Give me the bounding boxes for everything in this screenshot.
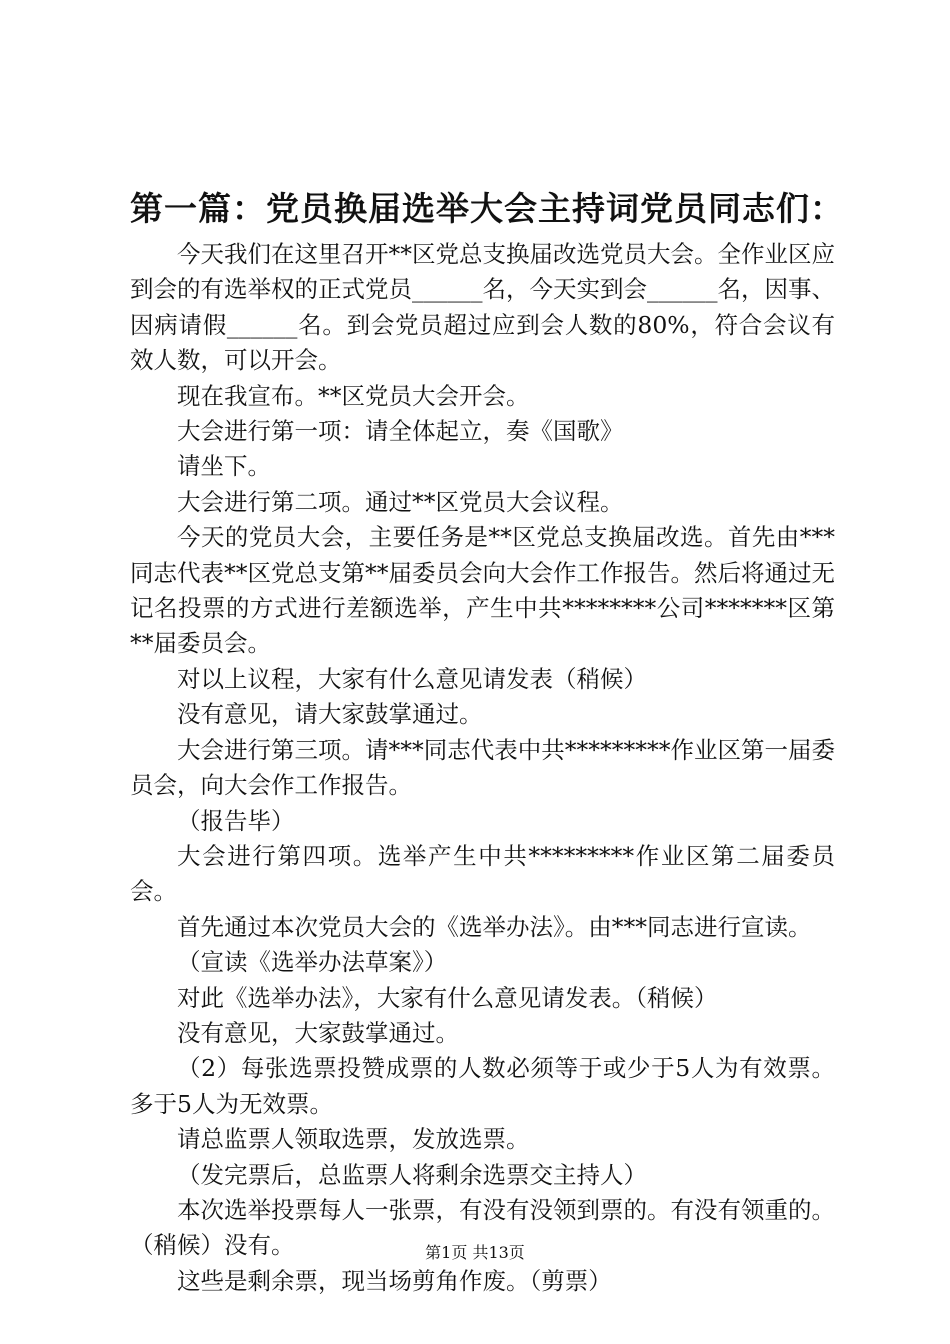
document-title: 第一篇：党员换届选举大会主持词党员同志们： [130,189,844,228]
paragraph: 今天的党员大会，主要任务是**区党总支换届改选。首先由***同志代表**区党总支第**届委员会向大会作工作报告。然后将通过无记名投票的方式进行差额选举，产生中共********公司*******区第**届委员会。 [130,523,835,658]
paragraph: 现在我宣布。**区党员大会开会。 [177,381,530,410]
paragraph: 今天我们在这里召开**区党总支换届改选党员大会。全作业区应到会的有选举权的正式党员______名，今天实到会______名，因事、因病请假______名。到会党员超过应到会人数的80%，符合会议有效人数，可以开会。 [130,240,835,375]
paragraph: 大会进行第一项：请全体起立，奏《国歌》 [177,417,624,446]
paragraph: 首先通过本次党员大会的《选举办法》。由***同志进行宣读。 [177,912,812,941]
paragraph: 请总监票人领取选票，发放选票。 [177,1125,530,1154]
paragraph: 这些是剩余票，现当场剪角作废。（剪票） [177,1266,612,1295]
paragraph: （2）每张选票投赞成票的人数必须等于或少于5人为有效票。多于5人为无效票。 [130,1054,835,1118]
paragraph: （宣读《选举办法草案》） [177,948,448,977]
paragraph: 大会进行第二项。通过**区党员大会议程。 [177,487,624,516]
page-number: 第1页 共13页 [425,1243,525,1262]
page-footer [0,1243,950,1263]
paragraph: 请坐下。 [177,452,271,481]
document-body [130,237,835,1299]
paragraph: 对以上议程，大家有什么意见请发表（稍候） [177,664,647,693]
paragraph: 没有意见，请大家鼓掌通过。 [177,700,483,729]
paragraph: 没有意见，大家鼓掌通过。 [177,1018,459,1047]
paragraph: 大会进行第三项。请***同志代表中共*********作业区第一届委员会，向大会作工作报告。 [130,735,835,800]
paragraph: （报告毕） [177,806,295,835]
paragraph: 本次选举投票每人一张票，有没有没领到票的。有没有领重的。（稍候）没有。 [130,1195,835,1260]
paragraph: （发完票后，总监票人将剩余选票交主持人） [177,1160,647,1189]
paragraph: 大会进行第四项。选举产生中共*********作业区第二届委员会。 [130,841,835,906]
paragraph: 对此《选举办法》，大家有什么意见请发表。（稍候） [177,983,718,1012]
